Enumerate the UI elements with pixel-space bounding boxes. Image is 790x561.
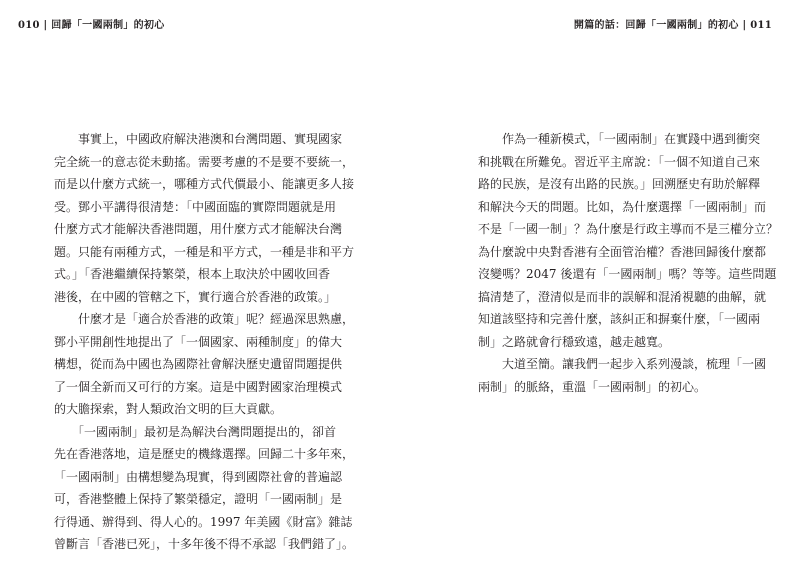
text-line: 什麼才是「適合於香港的政策」呢？經過深思熟慮， (54, 312, 355, 326)
text-line: 和挑戰在所難免。習近平主席說：「一個不知道自己來 (478, 154, 761, 169)
text-line: 制」之路就會行穩致遠，越走越寬。 (478, 334, 671, 349)
text-line: 兩制」的脈絡，重溫「一國兩制」的初心。 (478, 379, 707, 394)
text-line: 搞清楚了，澄清似是而非的誤解和混淆視聽的曲解，就 (478, 289, 767, 304)
text-line: 路的民族，是沒有出路的民族。」回溯歷史有助於解釋 (478, 177, 761, 191)
text-line: 「一國兩制」最初是為解決台灣問題提出的，卻首 (54, 424, 337, 439)
text-line: 行得通、辦得到、得人心的。1997 年美國《財富》雜誌 (54, 514, 353, 529)
text-line: 完全統一的意志從未動搖。需要考慮的不是要不要統一， (54, 154, 355, 169)
text-line: 事實上，中國政府解決港澳和台灣問題、實現國家 (54, 132, 343, 146)
text-line: 而是以什麼方式統一，哪種方式代價最小、能讓更多人接 (54, 177, 355, 191)
text-line: 可，香港整體上保持了繁榮穩定，證明「一國兩制」是 (54, 492, 343, 506)
left-page-body (54, 128, 355, 556)
text-line: 了一個全新而又可行的方案。這是中國對國家治理模式 (54, 379, 343, 394)
text-line: 受。鄧小平講得很清楚：「中國面臨的實際問題就是用 (54, 199, 337, 214)
right-page-text (478, 128, 779, 398)
text-line: 作為一種新模式，「一國兩制」在實踐中遇到衝突 (478, 132, 761, 146)
running-head-right: 開篇的話：回歸「一國兩制」的初心 | 011 (573, 20, 772, 31)
text-line: 什麼方式才能解決香港問題，用什麼方式才能解決台灣 (54, 222, 343, 236)
text-line: 題。只能有兩種方式，一種是和平方式，一種是非和平方 (54, 244, 355, 259)
text-line: 「一國兩制」由構想變為現實，得到國際社會的普遍認 (54, 469, 343, 484)
text-line: 式。」「香港繼續保持繁榮，根本上取決於中國收回香 (54, 267, 331, 281)
right-page-body (478, 128, 779, 398)
text-line: 鄧小平開創性地提出了「一個國家、兩種制度」的偉大 (54, 334, 343, 349)
text-line: 沒變嗎？2047 後還有「一國兩制」嗎？等等。這些問題 (478, 267, 777, 281)
left-page-text (54, 128, 355, 556)
running-head-left: 010 | 回歸「一國兩制」的初心 (18, 20, 165, 31)
text-line: 構想，從而為中國也為國際社會解決歷史遺留問題提供 (54, 357, 343, 371)
text-line: 知道該堅持和完善什麼，該糾正和摒棄什麼，「一國兩 (478, 312, 761, 326)
text-line: 先在香港落地，這是歷史的機緣選擇。回歸二十多年來， (54, 447, 355, 461)
text-line: 大道至簡。讓我們一起步入系列漫談，梳理「一國 (478, 357, 767, 371)
text-line: 和解決今天的問題。比如，為什麼選擇「一國兩制」而 (478, 199, 767, 214)
text-line: 港後，在中國的管轄之下，實行適合於香港的政策。」 (54, 289, 337, 304)
text-line: 為什麼說中央對香港有全面管治權？香港回歸後什麼都 (478, 244, 767, 259)
text-line: 曾斷言「香港已死」，十多年後不得不承認「我們錯了」。 (54, 537, 355, 551)
text-line: 的大膽探索，對人類政治文明的巨大貢獻。 (54, 402, 283, 416)
text-line: 不是「一國一制」？為什麼是行政主導而不是三權分立？ (478, 222, 779, 236)
